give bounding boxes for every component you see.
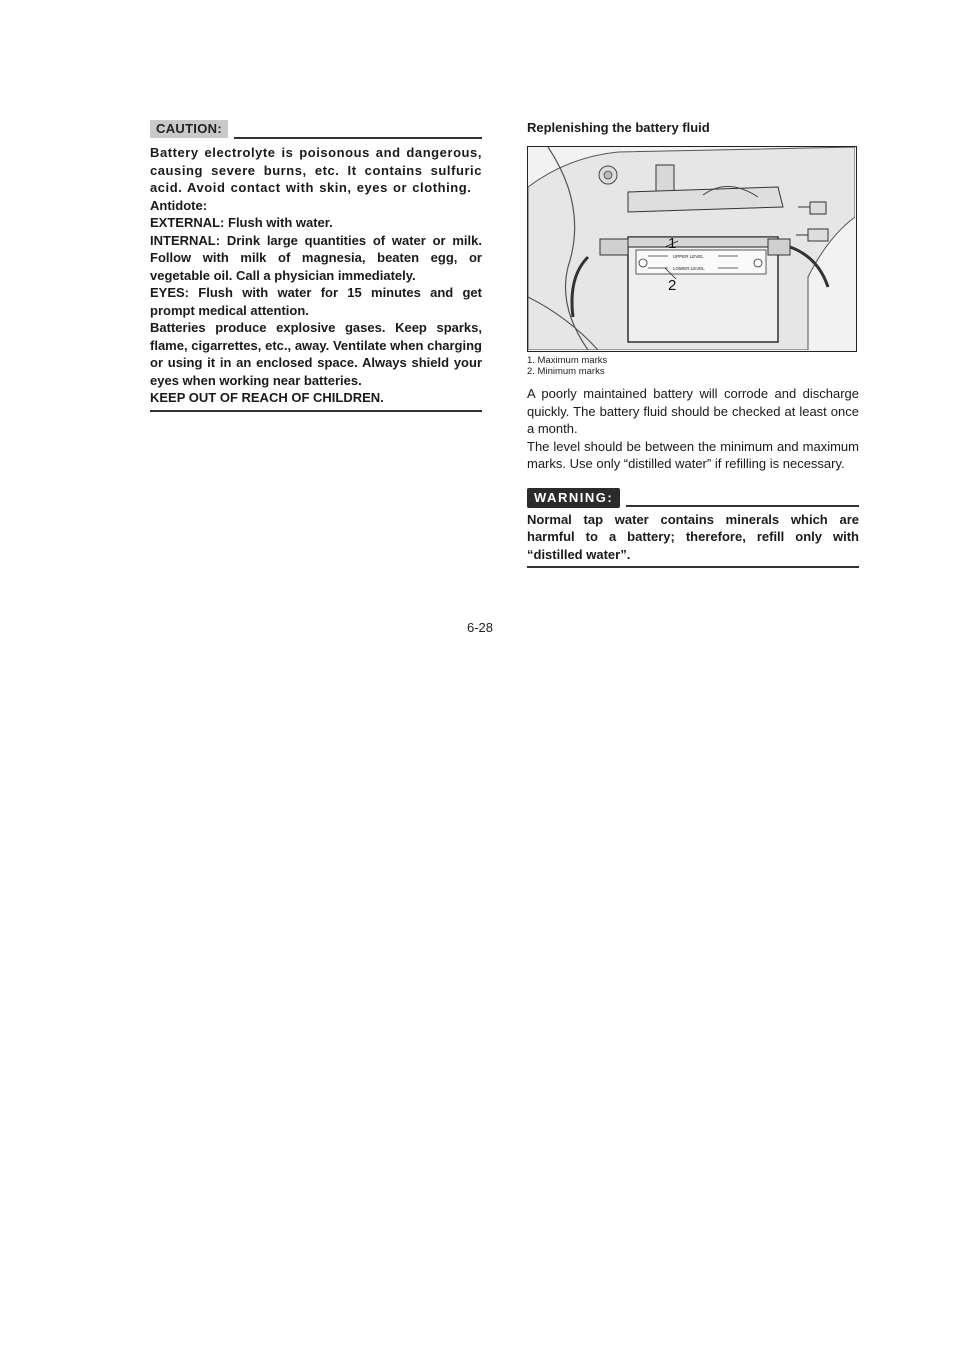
caption-item: 1. Maximum marks	[527, 355, 608, 366]
warning-header	[527, 488, 859, 508]
caution-header	[150, 120, 482, 140]
caution-block	[150, 120, 482, 412]
caution-end-rule	[150, 410, 482, 412]
battery-figure	[527, 146, 857, 352]
body-paragraph: The level should be between the minimum and maximum marks. Use only “distilled water” if refilling is necessary.	[527, 438, 859, 471]
warning-rule	[626, 505, 859, 507]
lower-level-text: LOWER LEVEL	[673, 266, 705, 271]
page-number: 6-28	[466, 620, 494, 635]
caution-label: CAUTION:	[150, 120, 228, 138]
caption-item: 2. Minimum marks	[527, 366, 605, 377]
section-title: Replenishing the battery fluid	[527, 120, 710, 135]
caution-line: EXTERNAL: Flush with water.	[150, 215, 333, 230]
battery-illustration	[528, 147, 855, 350]
caution-line: Antidote:	[150, 197, 208, 213]
warning-text: Normal tap water contains minerals which are harmful to a battery; therefore, refill only with “distilled water”.	[527, 511, 859, 562]
callout-2: 2	[668, 277, 677, 294]
callout-1: 1	[668, 235, 677, 252]
caution-rule	[234, 137, 482, 139]
battery-fluid-section	[527, 120, 859, 568]
body-text	[527, 385, 859, 473]
caution-line: INTERNAL: Drink large quantities of water or milk. Follow with milk of magnesia, beaten egg, or vegetable oil. Call a physician immediately.	[150, 232, 482, 283]
body-paragraph: A poorly maintained battery will corrode and discharge quickly. The battery fluid should be checked at least once a month.	[527, 386, 859, 436]
warning-end-rule	[527, 566, 859, 568]
caution-line: Battery electrolyte is poisonous and dangerous, causing severe burns, etc. It contains sulfuric acid. Avoid contact with skin, eyes or clothing.	[150, 145, 482, 195]
caution-line: Batteries produce explosive gases. Keep sparks, flame, cigarrettes, etc., away. Ventilate when charging or using it in an enclosed space. Always shield your eyes when working near batteries.	[150, 320, 482, 388]
caution-body	[150, 140, 482, 407]
upper-level-text: UPPER LEVEL	[673, 254, 704, 259]
figure-captions	[527, 355, 859, 377]
caution-line: KEEP OUT OF REACH OF CHILDREN.	[150, 390, 384, 405]
caution-line: EYES: Flush with water for 15 minutes and get prompt medical attention.	[150, 285, 482, 318]
warning-block	[527, 488, 859, 569]
warning-label: WARNING:	[527, 488, 620, 508]
